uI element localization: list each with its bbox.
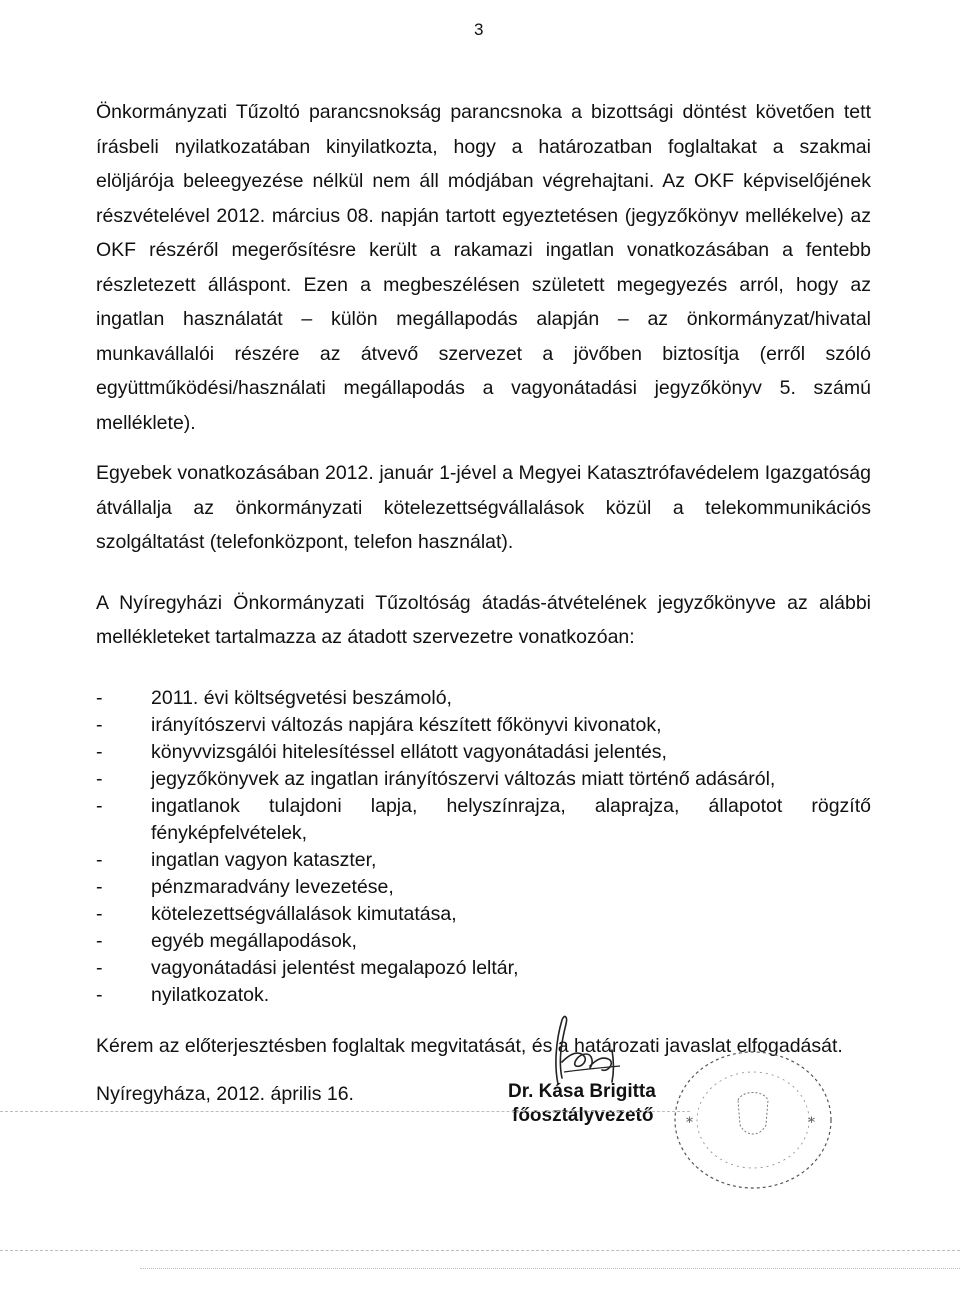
document-body	[96, 95, 871, 1112]
list-dash-marker: -	[96, 983, 103, 1006]
place-and-date: Nyíregyháza, 2012. április 16.	[96, 1083, 354, 1105]
list-dash-marker: -	[96, 740, 103, 763]
signature-block	[508, 1080, 656, 1128]
signatory-title: főosztályvezető	[512, 1105, 654, 1126]
attachment-text: egyéb megállapodások,	[151, 929, 357, 952]
signatory-name: Dr. Kása Brigitta	[508, 1081, 656, 1102]
attachment-text: vagyonátadási jelentést megalapozó leltár,	[151, 956, 519, 979]
page-number: 3	[474, 20, 484, 39]
paragraph-telecommunications: Egyebek vonatkozásában 2012. január 1-jével a Megyei Katasztrófavédelem Igazgatóság átvállalja az önkormányzati kötelezettségvállalások közül a telekommunikációs szolgáltatást (telefonközpont, telefon használat).	[96, 462, 871, 553]
paragraph-fire-brigade-statement: Önkormányzati Tűzoltó parancsnokság parancsnoka a bizottsági döntést követően tett írásbeli nyilatkozatában kinyilatkozta, hogy a határozatban foglaltakat a szakmai elöljárója beleegyezése nélkül nem áll módjában végrehajtani. Az OKF képviselőjének részvételével 2012. március 08. napján tartott egyeztetésen (jegyzőkönyv mellékelve) az OKF részéről megerősítésre került a rakamazi ingatlan vonatkozásában a fentebb részletezett álláspont. Ezen a megbeszélésen született megegyezés arról, hogy az ingatlan használatát – külön megállapodás alapján – az önkormányzat/hivatal munkavállalói részére az átvevő szervezet a jövőben biztosítja (erről szóló együttműködési/használati megállapodás a vagyonátadási jegyzőkönyv 5. számú melléklete).	[96, 101, 871, 434]
official-stamp	[668, 1045, 838, 1195]
list-dash-marker: -	[96, 875, 103, 898]
list-dash-marker: -	[96, 902, 103, 925]
attachment-item	[96, 847, 871, 874]
attachment-text: ingatlanok tulajdoni lapja, helyszínrajza, alaprajza, állapotot rögzítő fényképfelvételek,	[151, 794, 871, 844]
attachment-item	[96, 982, 871, 1009]
attachment-text: 2011. évi költségvetési beszámoló,	[151, 686, 452, 709]
attachment-item	[96, 712, 871, 739]
scan-artifact-line	[0, 1111, 690, 1112]
attachment-text: nyilatkozatok.	[151, 983, 270, 1006]
list-dash-marker: -	[96, 713, 103, 736]
attachment-text: irányítószervi változás napjára készített főkönyvi kivonatok,	[151, 713, 662, 736]
attachment-text: jegyzőkönyvek az ingatlan irányítószervi változás miatt történő adásáról,	[151, 767, 776, 790]
closing-request: Kérem az előterjesztésben foglaltak megvitatását, és a határozati javaslat elfogadását.	[96, 1034, 843, 1057]
list-dash-marker: -	[96, 686, 103, 709]
svg-text:*: *	[686, 1115, 693, 1131]
list-dash-marker: -	[96, 929, 103, 952]
paragraph-attachments-intro: A Nyíregyházi Önkormányzati Tűzoltóság átadás-átvételének jegyzőkönyve az alábbi mellékleteket tartalmazza az átadott szervezetre vonatkozóan:	[96, 591, 871, 648]
list-dash-marker: -	[96, 794, 103, 817]
attachment-item	[96, 685, 871, 712]
list-dash-marker: -	[96, 848, 103, 871]
attachment-text: könyvvizsgálói hitelesítéssel ellátott vagyonátadási jelentés,	[151, 740, 667, 763]
attachments-list	[96, 685, 871, 1009]
attachment-item	[96, 928, 871, 955]
handwritten-signature	[528, 1010, 628, 1088]
attachment-text: pénzmaradvány levezetése,	[151, 875, 394, 898]
attachment-item	[96, 793, 871, 847]
attachment-text: ingatlan vagyon kataszter,	[151, 848, 377, 871]
scan-artifact-line	[0, 1250, 960, 1251]
attachment-item	[96, 901, 871, 928]
attachment-item	[96, 766, 871, 793]
attachment-item	[96, 955, 871, 982]
scan-artifact-line	[140, 1268, 960, 1269]
attachment-text: kötelezettségvállalások kimutatása,	[151, 902, 457, 925]
svg-text:*: *	[808, 1115, 815, 1131]
attachment-item	[96, 874, 871, 901]
list-dash-marker: -	[96, 767, 103, 790]
list-dash-marker: -	[96, 956, 103, 979]
attachment-item	[96, 739, 871, 766]
